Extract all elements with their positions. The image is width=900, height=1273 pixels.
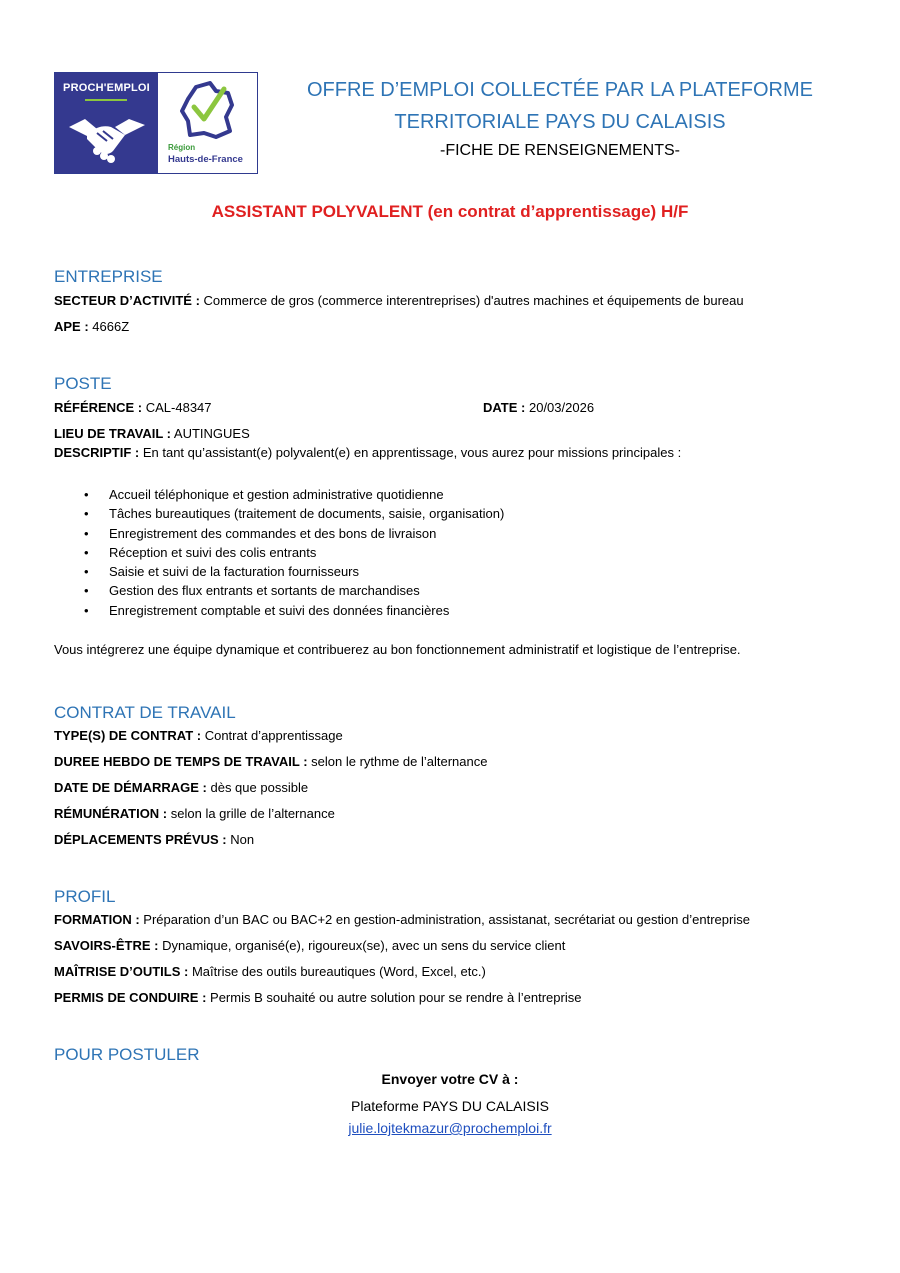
list-item: • Accueil téléphonique et gestion administrative quotidienne <box>54 485 504 504</box>
field-value: En tant qu’assistant(e) polyvalent(e) en apprentissage, vous aurez pour missions principales : <box>139 445 682 460</box>
header-subtitle: -FICHE DE RENSEIGNEMENTS- <box>439 142 680 159</box>
field-label: FORMATION : <box>54 912 140 927</box>
field-label: MAÎTRISE D’OUTILS : <box>54 964 189 979</box>
field-label: RÉMUNÉRATION : <box>54 806 168 821</box>
logo-region-panel <box>158 73 257 173</box>
field-value: Préparation d’un BAC ou BAC+2 en gestion-administration, assistanat, secrétariat ou gestion d’entreprise <box>139 912 750 927</box>
field-duree-hebdo <box>54 754 487 769</box>
field-savoirs-etre <box>54 938 565 953</box>
field-label: SECTEUR D’ACTIVITÉ : <box>54 293 200 308</box>
field-value: Commerce de gros (commerce interentreprises) d'autres machines et équipements de bureau <box>199 293 744 308</box>
field-deplacements <box>54 832 254 847</box>
field-value: Non <box>226 832 255 847</box>
field-value: dès que possible <box>206 780 309 795</box>
field-date-demarrage <box>54 780 308 795</box>
section-heading-profil: PROFIL <box>54 887 116 906</box>
field-value: selon la grille de l’alternance <box>167 806 335 821</box>
field-label: SAVOIRS-ÊTRE : <box>54 938 159 953</box>
logo-region-label: Région <box>168 143 196 152</box>
field-label: PERMIS DE CONDUIRE : <box>54 990 207 1005</box>
france-map-check-icon <box>176 81 240 141</box>
list-item: • Enregistrement des commandes et des bons de livraison <box>54 524 504 543</box>
field-permis <box>54 990 581 1005</box>
field-ape <box>54 319 129 334</box>
field-label: DATE DE DÉMARRAGE : <box>54 780 207 795</box>
field-label: DESCRIPTIF : <box>54 445 140 460</box>
poste-conclusion: Vous intégrerez une équipe dynamique et contribuerez au bon fonctionnement administratif et logistique de l’entreprise. <box>54 642 741 657</box>
field-type-contrat <box>54 728 343 743</box>
section-heading-entreprise: ENTREPRISE <box>54 267 163 286</box>
list-item: • Saisie et suivi de la facturation fournisseurs <box>54 562 504 581</box>
field-value: CAL-48347 <box>142 400 212 415</box>
field-formation <box>54 912 750 927</box>
apply-instruction: Envoyer votre CV à : <box>381 1071 519 1087</box>
field-secteur <box>54 293 744 308</box>
field-reference <box>54 400 212 415</box>
logo-brand-underline <box>85 99 127 101</box>
section-heading-poste: POSTE <box>54 374 112 393</box>
field-label: RÉFÉRENCE : <box>54 400 143 415</box>
list-item: • Enregistrement comptable et suivi des données financières <box>54 601 504 620</box>
job-title: ASSISTANT POLYVALENT (en contrat d’apprentissage) H/F <box>211 202 689 221</box>
field-label: DUREE HEBDO DE TEMPS DE TRAVAIL : <box>54 754 308 769</box>
field-label: DÉPLACEMENTS PRÉVUS : <box>54 832 227 847</box>
field-label: DATE : <box>483 400 526 415</box>
field-value: 4666Z <box>88 319 130 334</box>
section-heading-contrat: CONTRAT DE TRAVAIL <box>54 703 236 722</box>
field-maitrise-outils <box>54 964 486 979</box>
handshake-icon <box>67 107 147 167</box>
apply-organisation: Plateforme PAYS DU CALAISIS <box>351 1098 549 1114</box>
logo-brand-panel <box>55 73 158 173</box>
field-lieu <box>54 426 250 441</box>
document-header <box>290 74 830 160</box>
field-date <box>483 400 594 415</box>
header-title-line2: TERRITORIALE PAYS DU CALAISIS <box>394 111 726 133</box>
field-remuneration <box>54 806 335 821</box>
list-item: • Réception et suivi des colis entrants <box>54 543 504 562</box>
section-heading-postuler: POUR POSTULER <box>54 1045 200 1064</box>
field-value: AUTINGUES <box>171 426 250 441</box>
apply-email-link[interactable]: julie.lojtekmazur@prochemploi.fr <box>348 1120 552 1136</box>
field-value: Permis B souhaité ou autre solution pour se rendre à l’entreprise <box>206 990 582 1005</box>
field-label: LIEU DE TRAVAIL : <box>54 426 171 441</box>
header-title-line1: OFFRE D’EMPLOI COLLECTÉE PAR LA PLATEFORME <box>306 79 814 101</box>
field-value: Contrat d’apprentissage <box>201 728 343 743</box>
field-value: Dynamique, organisé(e), rigoureux(se), avec un sens du service client <box>158 938 566 953</box>
field-value: Maîtrise des outils bureautiques (Word, Excel, etc.) <box>188 964 486 979</box>
field-label: TYPE(S) DE CONTRAT : <box>54 728 202 743</box>
list-item: • Gestion des flux entrants et sortants de marchandises <box>54 581 504 600</box>
list-item: • Tâches bureautiques (traitement de documents, saisie, organisation) <box>54 504 504 523</box>
prochemploi-logo <box>54 72 258 174</box>
field-descriptif <box>54 445 681 460</box>
logo-brand-text: PROCH'EMPLOI <box>63 82 150 94</box>
missions-list <box>54 485 504 620</box>
logo-region-name: Hauts-de-France <box>168 154 243 165</box>
field-label: APE : <box>54 319 89 334</box>
field-value: selon le rythme de l’alternance <box>307 754 488 769</box>
field-value: 20/03/2026 <box>525 400 595 415</box>
